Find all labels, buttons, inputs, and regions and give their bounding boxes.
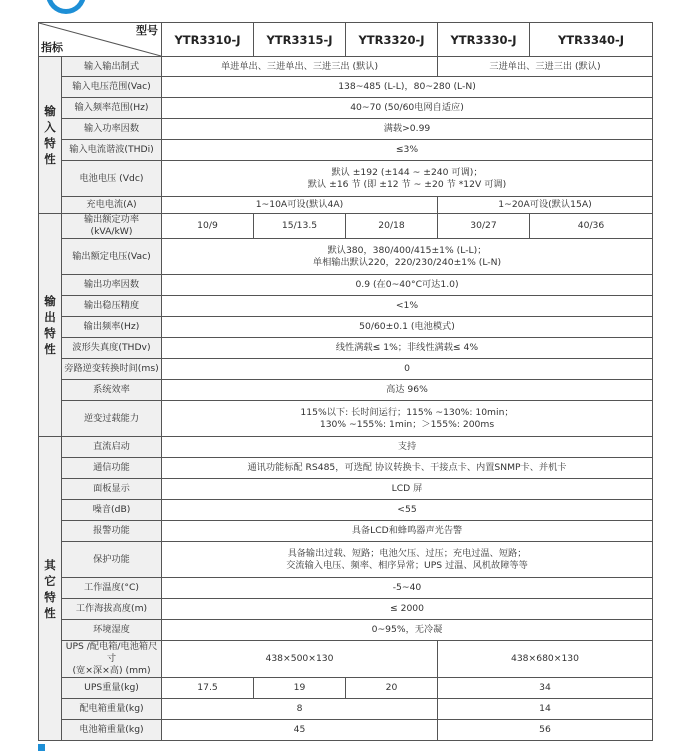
row-value: ≤ 2000 [162,599,653,620]
row-value: 19 [254,678,346,699]
group-label-input: 输 入 特 性 [39,57,62,214]
row-value: 通讯功能标配 RS485，可选配 协议转换卡、干接点卡、内置SNMP卡、并机卡 [162,458,653,479]
row-value: 438×680×130 [438,641,653,678]
bullet-icon [38,744,45,751]
table-row [39,161,653,197]
row-label: 工作温度(°C) [62,578,162,599]
row-value: 14 [438,699,653,720]
row-value: 138~485 (L-L)，80~280 (L-N) [162,77,653,98]
row-value: 0 [162,359,653,380]
row-value: 线性满载≤ 1%；非线性满载≤ 4% [162,338,653,359]
row-value: 40~70 (50/60电网自适应) [162,98,653,119]
row-label: 逆变过载能力 [62,401,162,437]
footer-note [38,744,49,754]
row-value: 438×500×130 [162,641,438,678]
row-value: 20 [346,678,438,699]
row-label: 噪音(dB) [62,500,162,521]
row-label: 系统效率 [62,380,162,401]
row-value: <1% [162,296,653,317]
model-column-header: YTR3320-J [346,23,438,57]
row-label: UPS重量(kg) [62,678,162,699]
table-row [39,77,653,98]
header-diagonal-cell [39,23,162,57]
row-label: 输出额定电压(Vac) [62,239,162,275]
table-row [39,140,653,161]
row-label: 输入频率范围(Hz) [62,98,162,119]
row-value: 默认380，380/400/415±1% (L-L)； 单相输出默认220，220/230/240±1% (L-N) [162,239,653,275]
table-row [39,458,653,479]
table-row [39,296,653,317]
row-value: -5~40 [162,578,653,599]
row-label: 输入电流谐波(THDi) [62,140,162,161]
table-row [39,380,653,401]
row-label: 输入输出制式 [62,57,162,77]
table-row [39,57,653,77]
row-label: 电池箱重量(kg) [62,720,162,741]
index-header-label: 指标 [41,41,63,54]
row-value: 34 [438,678,653,699]
row-label: 输入功率因数 [62,119,162,140]
row-value: 0.9 (在0~40°C可达1.0) [162,275,653,296]
row-value: 高达 96% [162,380,653,401]
model-column-header: YTR3310-J [162,23,254,57]
table-row [39,678,653,699]
row-value: 45 [162,720,438,741]
row-value: 0~95%，无冷凝 [162,620,653,641]
table-row [39,437,653,458]
row-value: 默认 ±192 (±144 ~ ±240 可调)； 默认 ±16 节 (即 ±12 节 ~ ±20 节 *12V 可调) [162,161,653,197]
table-row [39,620,653,641]
row-value: 10/9 [162,214,254,239]
table-row [39,578,653,599]
table-row [39,401,653,437]
row-value: 具备LCD和蜂鸣器声光告警 [162,521,653,542]
row-label: 输出功率因数 [62,275,162,296]
row-value: 具备输出过载、短路；电池欠压、过压；充电过温、短路； 交流输入电压、频率、相序异常；UPS 过温、风机故障等等 [162,542,653,578]
row-label: 报警功能 [62,521,162,542]
row-value: 17.5 [162,678,254,699]
row-value: <55 [162,500,653,521]
row-label: 面板显示 [62,479,162,500]
model-column-header: YTR3330-J [438,23,530,57]
row-label: 输出额定功率 (kVA/kW) [62,214,162,239]
row-value: 50/60±0.1 (电池模式) [162,317,653,338]
model-header-label: 型号 [136,24,158,37]
table-row [39,338,653,359]
row-label: 通信功能 [62,458,162,479]
table-row [39,720,653,741]
row-label: 保护功能 [62,542,162,578]
row-label: 波形失真度(THDv) [62,338,162,359]
table-row [39,98,653,119]
row-value: 满载>0.99 [162,119,653,140]
row-value: 30/27 [438,214,530,239]
table-row [39,641,653,678]
row-label: 配电箱重量(kg) [62,699,162,720]
row-label: UPS /配电箱/电池箱尺寸 (宽×深×高) (mm) [62,641,162,678]
row-value: 56 [438,720,653,741]
group-label-output: 输 出 特 性 [39,214,62,437]
table-row [39,479,653,500]
row-value: 8 [162,699,438,720]
model-column-header: YTR3340-J [530,23,653,57]
table-row [39,599,653,620]
model-column-header: YTR3315-J [254,23,346,57]
row-label: 环境湿度 [62,620,162,641]
table-row [39,275,653,296]
row-label: 输出稳压精度 [62,296,162,317]
row-value: 15/13.5 [254,214,346,239]
row-value: 115%以下: 长时间运行；115% ~130%: 10min； 130% ~155%: 1min；＞155%: 200ms [162,401,653,437]
row-value: 1~20A可设(默认15A) [438,197,653,214]
row-value: ≤3% [162,140,653,161]
row-value: 三进单出、三进三出 (默认) [438,57,653,77]
row-value: 1~10A可设(默认4A) [162,197,438,214]
row-value: LCD 屏 [162,479,653,500]
row-label: 旁路逆变转换时间(ms) [62,359,162,380]
row-value: 支持 [162,437,653,458]
table-row [39,500,653,521]
group-label-other: 其 它 特 性 [39,437,62,741]
table-row [39,197,653,214]
table-row [39,239,653,275]
row-label: 工作海拔高度(m) [62,599,162,620]
table-row [39,699,653,720]
row-value: 单进单出、三进单出、三进三出 (默认) [162,57,438,77]
spec-table [38,22,653,741]
table-row [39,214,653,239]
row-label: 充电电流(A) [62,197,162,214]
row-value: 40/36 [530,214,653,239]
row-label: 输出频率(Hz) [62,317,162,338]
table-row [39,521,653,542]
table-row [39,317,653,338]
table-row [39,119,653,140]
table-header-row [39,23,653,57]
table-row [39,542,653,578]
row-label: 电池电压 (Vdc) [62,161,162,197]
brand-logo-arc [46,0,86,14]
row-label: 直流启动 [62,437,162,458]
table-row [39,359,653,380]
row-label: 输入电压范围(Vac) [62,77,162,98]
row-value: 20/18 [346,214,438,239]
